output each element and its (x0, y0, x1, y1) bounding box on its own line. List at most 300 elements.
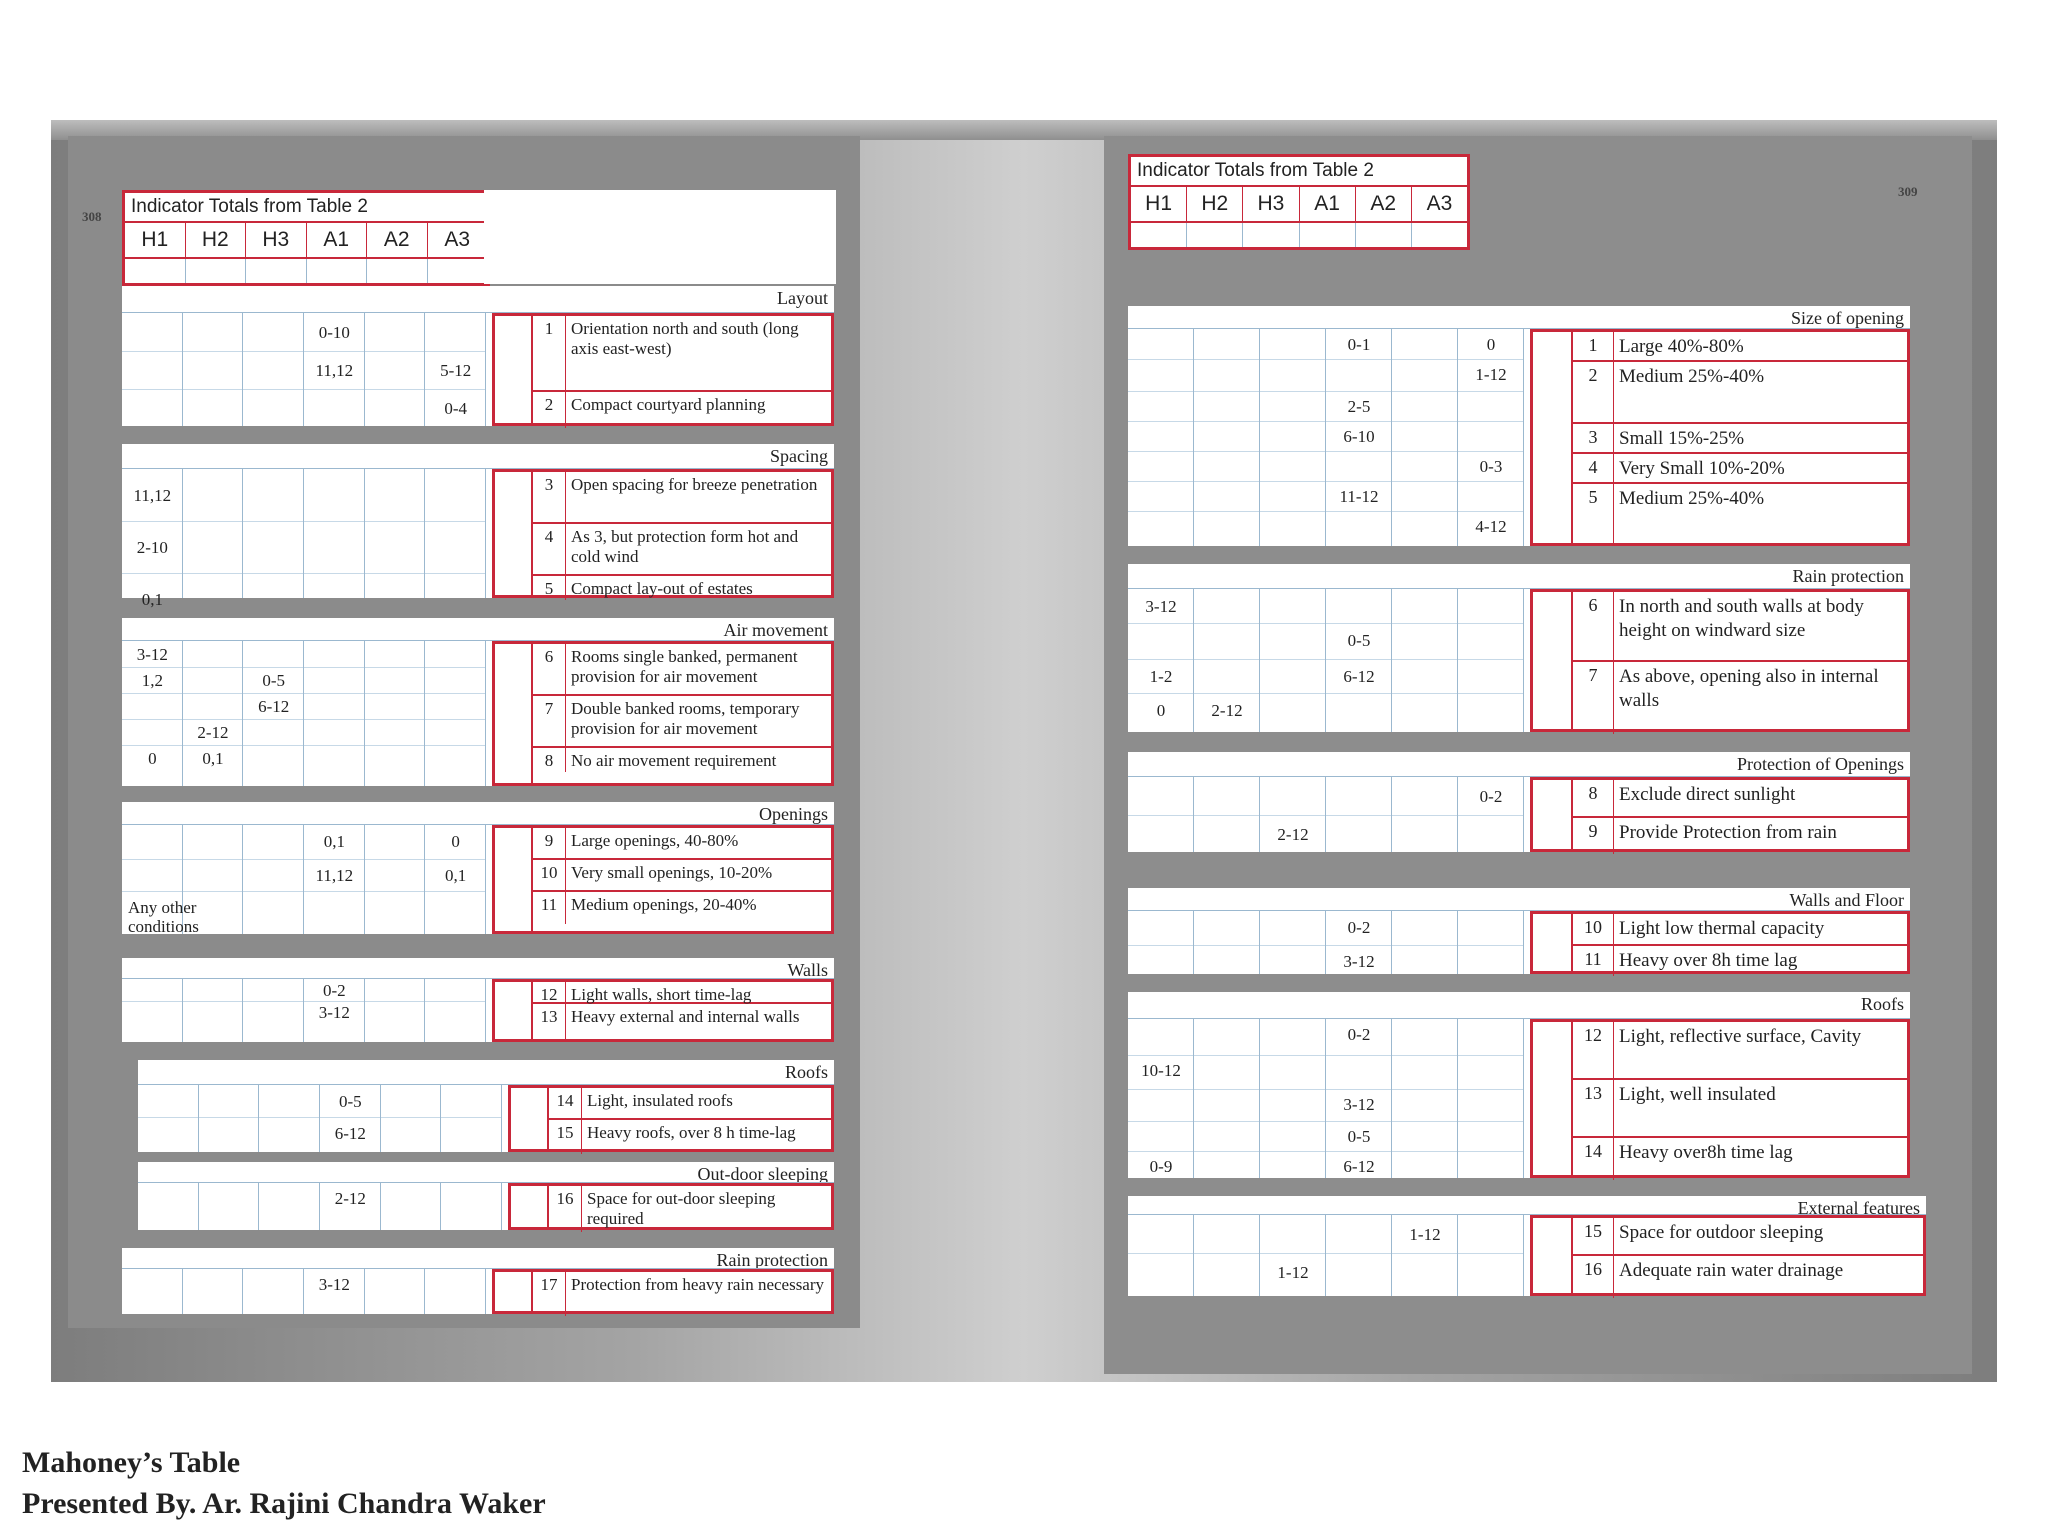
grid-column (441, 1085, 502, 1152)
grid-column (199, 1183, 260, 1230)
indicator-grid (122, 979, 486, 1042)
grid-row-line (1128, 1121, 1193, 1122)
grid-row-line (365, 859, 425, 860)
indicator-grid (138, 1085, 502, 1152)
recommendation-row (1573, 1022, 1907, 1080)
grid-column (1260, 329, 1326, 546)
recommendations-box (1530, 589, 1910, 732)
indicator-a3: A3 (444, 228, 471, 251)
recommendation-row (1573, 332, 1907, 362)
grid-column (1194, 329, 1260, 546)
indicator-range-cell: 2-12 (1211, 700, 1243, 720)
recommendation-number: 13 (540, 1007, 558, 1026)
grid-row-line (1260, 511, 1325, 512)
grid-row-line (365, 693, 425, 694)
grid-row-line (243, 719, 303, 720)
section-body (122, 312, 834, 426)
grid-row-line (1194, 1253, 1259, 1254)
grid-row-line (243, 1001, 303, 1002)
grid-row-line (425, 745, 485, 746)
grid-row-line (1458, 693, 1523, 694)
recommendation-number: 1 (1588, 335, 1598, 355)
grid-row-line (183, 521, 243, 522)
recommendation-number: 7 (1588, 665, 1598, 685)
grid-row-line (183, 693, 243, 694)
section-body (1128, 328, 1910, 546)
grid-row-line (1260, 623, 1325, 624)
recommendation-row (533, 860, 831, 892)
recommendation-row (533, 982, 831, 1004)
tick-column (495, 644, 533, 783)
grid-row-line (365, 573, 425, 574)
grid-column (1458, 1215, 1524, 1296)
recommendation-text: Very small openings, 10-20% (565, 860, 831, 890)
left-header-paper (484, 190, 836, 284)
tick-column (495, 828, 533, 931)
recommendation-number: 9 (1588, 821, 1598, 841)
section-title: Size of opening (1791, 308, 1904, 328)
indicator-a1: A1 (307, 223, 368, 257)
indicator-range-cell: Any other conditions (128, 897, 199, 936)
indicator-h2: H2 (186, 223, 247, 257)
grid-column (1260, 1215, 1326, 1296)
indicator-range-cell: 0-9 (1149, 1156, 1173, 1176)
recommendation-text: Open spacing for breeze penetration (565, 472, 831, 522)
grid-row-line (425, 1001, 485, 1002)
grid-column (1128, 777, 1194, 852)
grid-row-line (1326, 451, 1391, 452)
grid-row-line (122, 693, 182, 694)
grid-row-line (1458, 1121, 1523, 1122)
section-external-features (1128, 1196, 1926, 1296)
section-title: Roofs (1860, 994, 1904, 1014)
grid-row-line (1194, 1089, 1259, 1090)
recommendations-box (1530, 329, 1910, 546)
grid-row-line (1326, 481, 1391, 482)
section-title: Out-door sleeping (697, 1164, 828, 1184)
grid-column (1260, 1019, 1326, 1178)
indicator-columns (1131, 187, 1467, 223)
recommendation-number: 8 (1588, 783, 1598, 803)
recommendation-text: Heavy roofs, over 8 h time-lag (581, 1120, 831, 1154)
grid-row-line (1260, 1089, 1325, 1090)
grid-row-line (1194, 623, 1259, 624)
grid-row-line (1458, 451, 1523, 452)
grid-row-line (243, 859, 303, 860)
grid-column (365, 1269, 426, 1314)
indicator-range-cell: 11-12 (1339, 486, 1379, 506)
recommendation-number: 17 (540, 1275, 558, 1294)
indicator-range-cell: 0-5 (1347, 1126, 1371, 1146)
indicator-range-cell: 3-12 (136, 644, 168, 664)
grid-row-line (183, 667, 243, 668)
grid-row-line (199, 1117, 259, 1118)
grid-row-line (1260, 1055, 1325, 1056)
indicator-range-cell: 0-2 (1347, 1024, 1371, 1044)
grid-column (441, 1183, 502, 1230)
grid-row-line (122, 1001, 182, 1002)
grid-row-line (1326, 1121, 1391, 1122)
grid-row-line (122, 573, 182, 574)
indicator-range-cell: 1-12 (1409, 1224, 1441, 1244)
grid-column (1194, 777, 1260, 852)
grid-column (259, 1183, 320, 1230)
grid-column (425, 979, 486, 1042)
grid-row-line (1392, 421, 1457, 422)
recommendation-number: 15 (556, 1123, 574, 1142)
grid-row-line (1128, 1089, 1193, 1090)
grid-row-line (1128, 693, 1193, 694)
indicator-range-cell: 2-5 (1347, 396, 1371, 416)
indicator-range-cell: 11,12 (315, 360, 354, 380)
grid-column (199, 1085, 260, 1152)
section-body (138, 1084, 834, 1152)
indicator-a1: A1 (1300, 187, 1356, 221)
grid-column (1458, 589, 1524, 732)
grid-row-line (1194, 1055, 1259, 1056)
grid-row-line (243, 521, 303, 522)
recommendation-text: As 3, but protection form hot and cold wind (565, 524, 831, 574)
grid-row-line (243, 351, 303, 352)
recommendation-text: Orientation north and south (long axis east-west) (565, 316, 831, 390)
grid-row-line (1392, 1253, 1457, 1254)
indicator-range-cell: 0-2 (1479, 786, 1503, 806)
grid-row-line (1128, 1253, 1193, 1254)
indicator-range-cell: 2-10 (136, 537, 168, 557)
recommendation-row (549, 1120, 831, 1154)
grid-row-line (1128, 659, 1193, 660)
grid-row-line (1194, 659, 1259, 660)
recommendation-row (1573, 662, 1907, 734)
recommendation-row (1573, 454, 1907, 484)
grid-column (122, 313, 183, 426)
section-body (1128, 588, 1910, 732)
section-body (1128, 910, 1910, 974)
recommendation-text: Adequate rain water drainage (1613, 1256, 1923, 1298)
section-rain-protection (122, 1248, 834, 1314)
indicator-range-cell: 1,2 (141, 670, 163, 690)
grid-column (381, 1183, 442, 1230)
grid-row-line (1326, 1151, 1391, 1152)
grid-column (1194, 911, 1260, 974)
tick-column (511, 1088, 549, 1149)
grid-row-line (1326, 1055, 1391, 1056)
indicator-range-cell: 3-12 (318, 1003, 350, 1022)
recommendation-row (1573, 1138, 1907, 1180)
recommendation-text: Protection from heavy rain necessary (565, 1272, 831, 1316)
recommendation-text: Light, well insulated (1613, 1080, 1907, 1136)
recommendation-row (1573, 424, 1907, 454)
recommendations-box (492, 641, 834, 786)
grid-row-line (122, 891, 182, 892)
grid-row-line (304, 351, 364, 352)
recommendations-box (492, 979, 834, 1042)
grid-row-line (1392, 359, 1457, 360)
grid-column (183, 1269, 244, 1314)
recommendation-number: 11 (540, 895, 558, 914)
section-walls (122, 958, 834, 1042)
grid-column (425, 469, 486, 598)
grid-row-line (1260, 659, 1325, 660)
grid-column (243, 469, 304, 598)
tick-column (1533, 914, 1573, 971)
grid-row-line (1458, 391, 1523, 392)
grid-row-line (1392, 945, 1457, 946)
grid-row-line (1326, 623, 1391, 624)
grid-row-line (1458, 1151, 1523, 1152)
grid-row-line (1392, 815, 1457, 816)
indicator-range-cell: 0 (451, 831, 460, 851)
recommendation-text: Heavy over8h time lag (1613, 1138, 1907, 1180)
grid-row-line (1326, 693, 1391, 694)
grid-row-line (1128, 511, 1193, 512)
indicator-range-cell: 11,12 (315, 865, 354, 885)
section-spacing (122, 444, 834, 609)
grid-row-line (1326, 359, 1391, 360)
tick-column (495, 472, 533, 595)
recommendations-box (1530, 1019, 1910, 1178)
recommendation-text: Provide Protection from rain (1613, 818, 1907, 854)
recommendation-number: 16 (556, 1189, 574, 1208)
indicator-range-cell: 0-3 (1479, 456, 1503, 476)
indicator-range-cell: 0-4 (444, 398, 467, 418)
grid-row-line (1392, 391, 1457, 392)
recommendation-number: 12 (1584, 1025, 1602, 1045)
grid-row-line (1194, 1151, 1259, 1152)
recommendation-number: 13 (1584, 1083, 1602, 1103)
grid-column (1392, 329, 1458, 546)
grid-row-line (425, 719, 485, 720)
indicator-range-cell: 1-2 (1149, 666, 1173, 686)
grid-row-line (1326, 1253, 1391, 1254)
grid-row-line (381, 1117, 441, 1118)
recommendation-row (533, 828, 831, 860)
grid-column (259, 1085, 320, 1152)
recommendation-row (533, 472, 831, 524)
grid-row-line (183, 719, 243, 720)
indicator-grid (138, 1183, 502, 1230)
grid-row-line (425, 389, 485, 390)
indicator-range-cell: 0-10 (318, 322, 350, 342)
indicator-range-cell: 0,1 (141, 589, 163, 609)
grid-column (183, 469, 244, 598)
recommendation-row (1573, 1080, 1907, 1138)
indicator-h1: H1 (125, 223, 186, 257)
grid-row-line (1260, 359, 1325, 360)
recommendation-text: Double banked rooms, temporary provision for air movement (565, 696, 831, 746)
section-openings (122, 802, 834, 934)
recommendation-number: 10 (1584, 917, 1602, 937)
grid-row-line (304, 859, 364, 860)
indicator-range-cell: 11,12 (133, 485, 172, 505)
indicator-h3: H3 (1243, 187, 1299, 221)
grid-row-line (122, 389, 182, 390)
indicator-h1: H1 (1131, 187, 1187, 221)
section-title: Spacing (770, 446, 828, 466)
right-indicator-header (1128, 154, 1470, 250)
indicator-range-cell: 3-12 (1145, 596, 1177, 616)
grid-column (1128, 1019, 1194, 1178)
indicator-h2: H2 (1187, 187, 1243, 221)
recommendation-number: 7 (544, 699, 554, 718)
grid-row-line (1458, 623, 1523, 624)
grid-row-line (1260, 391, 1325, 392)
grid-column (1392, 911, 1458, 974)
indicator-columns (125, 223, 487, 259)
grid-row-line (304, 693, 364, 694)
grid-row-line (304, 521, 364, 522)
grid-row-line (1194, 481, 1259, 482)
recommendation-number: 2 (1588, 365, 1598, 385)
recommendation-number: 5 (544, 579, 554, 598)
grid-row-line (259, 1117, 319, 1118)
grid-row-line (1260, 451, 1325, 452)
grid-row-line (425, 667, 485, 668)
indicator-grid (1128, 1215, 1524, 1296)
recommendation-number: 16 (1584, 1259, 1602, 1279)
recommendation-text: Very Small 10%-20% (1613, 454, 1907, 482)
grid-row-line (365, 891, 425, 892)
recommendation-number: 11 (1584, 949, 1602, 969)
grid-row-line (1260, 1121, 1325, 1122)
indicator-range-cell: 0,1 (323, 831, 345, 851)
recommendation-text: No air movement requirement (565, 748, 831, 772)
recommendation-row (533, 696, 831, 748)
indicator-range-cell: 0,1 (445, 865, 467, 885)
grid-row-line (1458, 945, 1523, 946)
recommendation-text: Small 15%-25% (1613, 424, 1907, 452)
grid-column (1128, 911, 1194, 974)
recommendations-box (492, 1269, 834, 1314)
grid-column (183, 313, 244, 426)
grid-row-line (138, 1117, 198, 1118)
grid-row-line (122, 745, 182, 746)
section-title: Roofs (784, 1062, 828, 1082)
recommendation-number: 12 (540, 985, 558, 1004)
recommendation-number: 9 (544, 831, 554, 850)
grid-row-line (1326, 1089, 1391, 1090)
recommendation-number: 6 (1588, 595, 1598, 615)
recommendation-number: 14 (556, 1091, 574, 1110)
grid-column (1260, 589, 1326, 732)
recommendation-number: 2 (544, 395, 554, 414)
grid-column (425, 641, 486, 786)
recommendation-number: 15 (1584, 1221, 1602, 1241)
grid-row-line (1326, 659, 1391, 660)
recommendation-number: 4 (544, 527, 554, 546)
section-body (122, 468, 834, 609)
recommendation-row (1573, 818, 1907, 854)
grid-row-line (122, 719, 182, 720)
tick-column (1533, 1022, 1573, 1175)
grid-row-line (243, 891, 303, 892)
grid-row-line (183, 1001, 243, 1002)
tick-column (495, 982, 533, 1039)
recommendation-row (1573, 592, 1907, 662)
section-title: Air movement (723, 620, 828, 640)
grid-row-line (1128, 481, 1193, 482)
recommendation-text: Heavy external and internal walls (565, 1004, 831, 1042)
grid-row-line (1392, 451, 1457, 452)
grid-row-line (365, 351, 425, 352)
grid-row-line (1128, 945, 1193, 946)
grid-column (1392, 777, 1458, 852)
indicator-range-cell: 3-12 (1343, 1094, 1375, 1114)
grid-row-line (1392, 623, 1457, 624)
recommendation-text: Rooms single banked, permanent provision for air movement (565, 644, 831, 694)
section-body (122, 824, 834, 934)
grid-row-line (1326, 815, 1391, 816)
indicator-range-cell: 2-12 (1277, 824, 1309, 844)
recommendations-box (1530, 911, 1910, 974)
grid-row-line (365, 719, 425, 720)
recommendation-row (533, 748, 831, 772)
grid-row-line (304, 667, 364, 668)
grid-row-line (1458, 1055, 1523, 1056)
section-air-movement (122, 618, 834, 786)
grid-row-line (425, 891, 485, 892)
tick-column (495, 316, 533, 423)
grid-row-line (243, 667, 303, 668)
grid-row-line (1458, 815, 1523, 816)
indicator-range-cell: 1-12 (1475, 364, 1507, 384)
grid-column (122, 979, 183, 1042)
recommendation-text: Medium 25%-40% (1613, 484, 1907, 544)
recommendation-text: In north and south walls at body height on windward size (1613, 592, 1907, 660)
recommendation-row (533, 892, 831, 924)
grid-row-line (1458, 481, 1523, 482)
grid-row-line (1194, 945, 1259, 946)
recommendation-number: 10 (540, 863, 558, 882)
grid-row-line (1392, 1055, 1457, 1056)
grid-row-line (1128, 1055, 1193, 1056)
indicator-range-cell: 0,1 (202, 748, 224, 768)
grid-column (1194, 1019, 1260, 1178)
grid-column (1458, 911, 1524, 974)
tick-column (1533, 332, 1573, 543)
grid-row-line (365, 745, 425, 746)
grid-column (365, 825, 426, 934)
recommendation-text: Light, insulated roofs (581, 1088, 831, 1118)
grid-column (365, 313, 426, 426)
grid-column (138, 1085, 199, 1152)
grid-column (243, 979, 304, 1042)
grid-row-line (1458, 359, 1523, 360)
recommendation-row (1573, 946, 1907, 976)
grid-column (1260, 911, 1326, 974)
tick-column (495, 1272, 533, 1311)
recommendation-row (533, 576, 831, 600)
grid-row-line (243, 693, 303, 694)
recommendations-box (492, 825, 834, 934)
indicator-range-cell: 6-10 (1343, 426, 1375, 446)
grid-row-line (1260, 1253, 1325, 1254)
recommendation-text: Compact lay-out of estates (565, 576, 831, 600)
left-page-number: 308 (82, 209, 102, 224)
indicator-range-cell: 0-2 (1347, 917, 1371, 937)
grid-row-line (1194, 451, 1259, 452)
grid-column (1128, 329, 1194, 546)
section-body (122, 978, 834, 1042)
grid-row-line (183, 859, 243, 860)
grid-row-line (1392, 659, 1457, 660)
grid-column (365, 469, 426, 598)
recommendation-text: Space for out-door sleeping required (581, 1186, 831, 1232)
grid-row-line (1392, 511, 1457, 512)
grid-row-line (1392, 481, 1457, 482)
grid-column (1392, 1019, 1458, 1178)
section-title: Layout (777, 288, 828, 308)
